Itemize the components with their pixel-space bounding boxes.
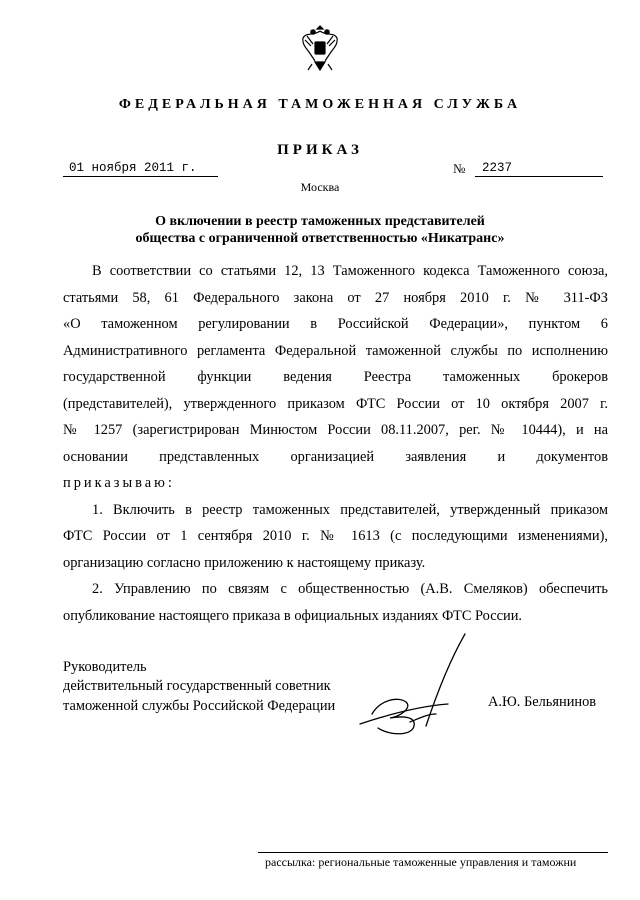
body-line: № 1257 (зарегистрирован Минюстом России 08.11.2007, рег. № 10444), и на [63, 422, 608, 438]
signer-position-line: таможенной службы Российской Федерации [63, 698, 336, 714]
distribution-note: рассылка: региональные таможенные управления и таможни [265, 855, 577, 869]
order-title [0, 213, 640, 247]
order-number: 2237 [475, 161, 603, 177]
signer-position-line: Руководитель [63, 659, 147, 675]
body-line: Административного регламента Федеральной таможенной службы по исполнению [63, 343, 608, 359]
agency-name: ФЕДЕРАЛЬНАЯ ТАМОЖЕННАЯ СЛУЖБА [118, 97, 522, 112]
signer-position-line: действительный государственный советник [63, 678, 331, 694]
body-line: «О таможенном регулировании в Российской Федерации», пунктом 6 [63, 316, 608, 332]
order-word: приказываю: [63, 475, 175, 491]
order-number-label: № [453, 161, 466, 176]
item-line: 1. Включить в реестр таможенных представителей, утвержденный приказом [92, 502, 608, 518]
body-line: основании представленных организацией заявления и документов [63, 449, 608, 465]
order-date: 01 ноября 2011 г. [63, 161, 218, 177]
order-title-line: О включении в реестр таможенных представителей [155, 214, 485, 229]
order-title-line: общества с ограниченной ответственностью «Никатранс» [135, 231, 505, 246]
signer-name: А.Ю. Бельянинов [488, 694, 597, 710]
item-line: организацию согласно приложению к настоящему приказу. [63, 555, 426, 571]
document-type: ПРИКАЗ [277, 142, 363, 158]
item-line: опубликование настоящего приказа в официальных изданиях ФТС России. [63, 608, 522, 624]
city: Москва [300, 180, 340, 194]
body-line: (представителей), утвержденного приказом ФТС России от 10 октября 2007 г. [63, 396, 608, 412]
body-line: В соответствии со статьями 12, 13 Таможенного кодекса Таможенного союза, [92, 263, 608, 279]
body-line: статьями 58, 61 Федерального закона от 27 ноября 2010 г. № 311-ФЗ [63, 290, 608, 306]
body-line: государственной функции ведения Реестра таможенных брокеров [63, 369, 608, 385]
coat-of-arms-icon [300, 22, 340, 74]
item-line: 2. Управлению по связям с общественностью (А.В. Смеляков) обеспечить [92, 581, 608, 597]
footer-divider [258, 852, 608, 853]
item-line: ФТС России от 1 сентября 2010 г. № 1613 (с последующими изменениями), [63, 528, 608, 544]
handwritten-signature [350, 630, 480, 740]
